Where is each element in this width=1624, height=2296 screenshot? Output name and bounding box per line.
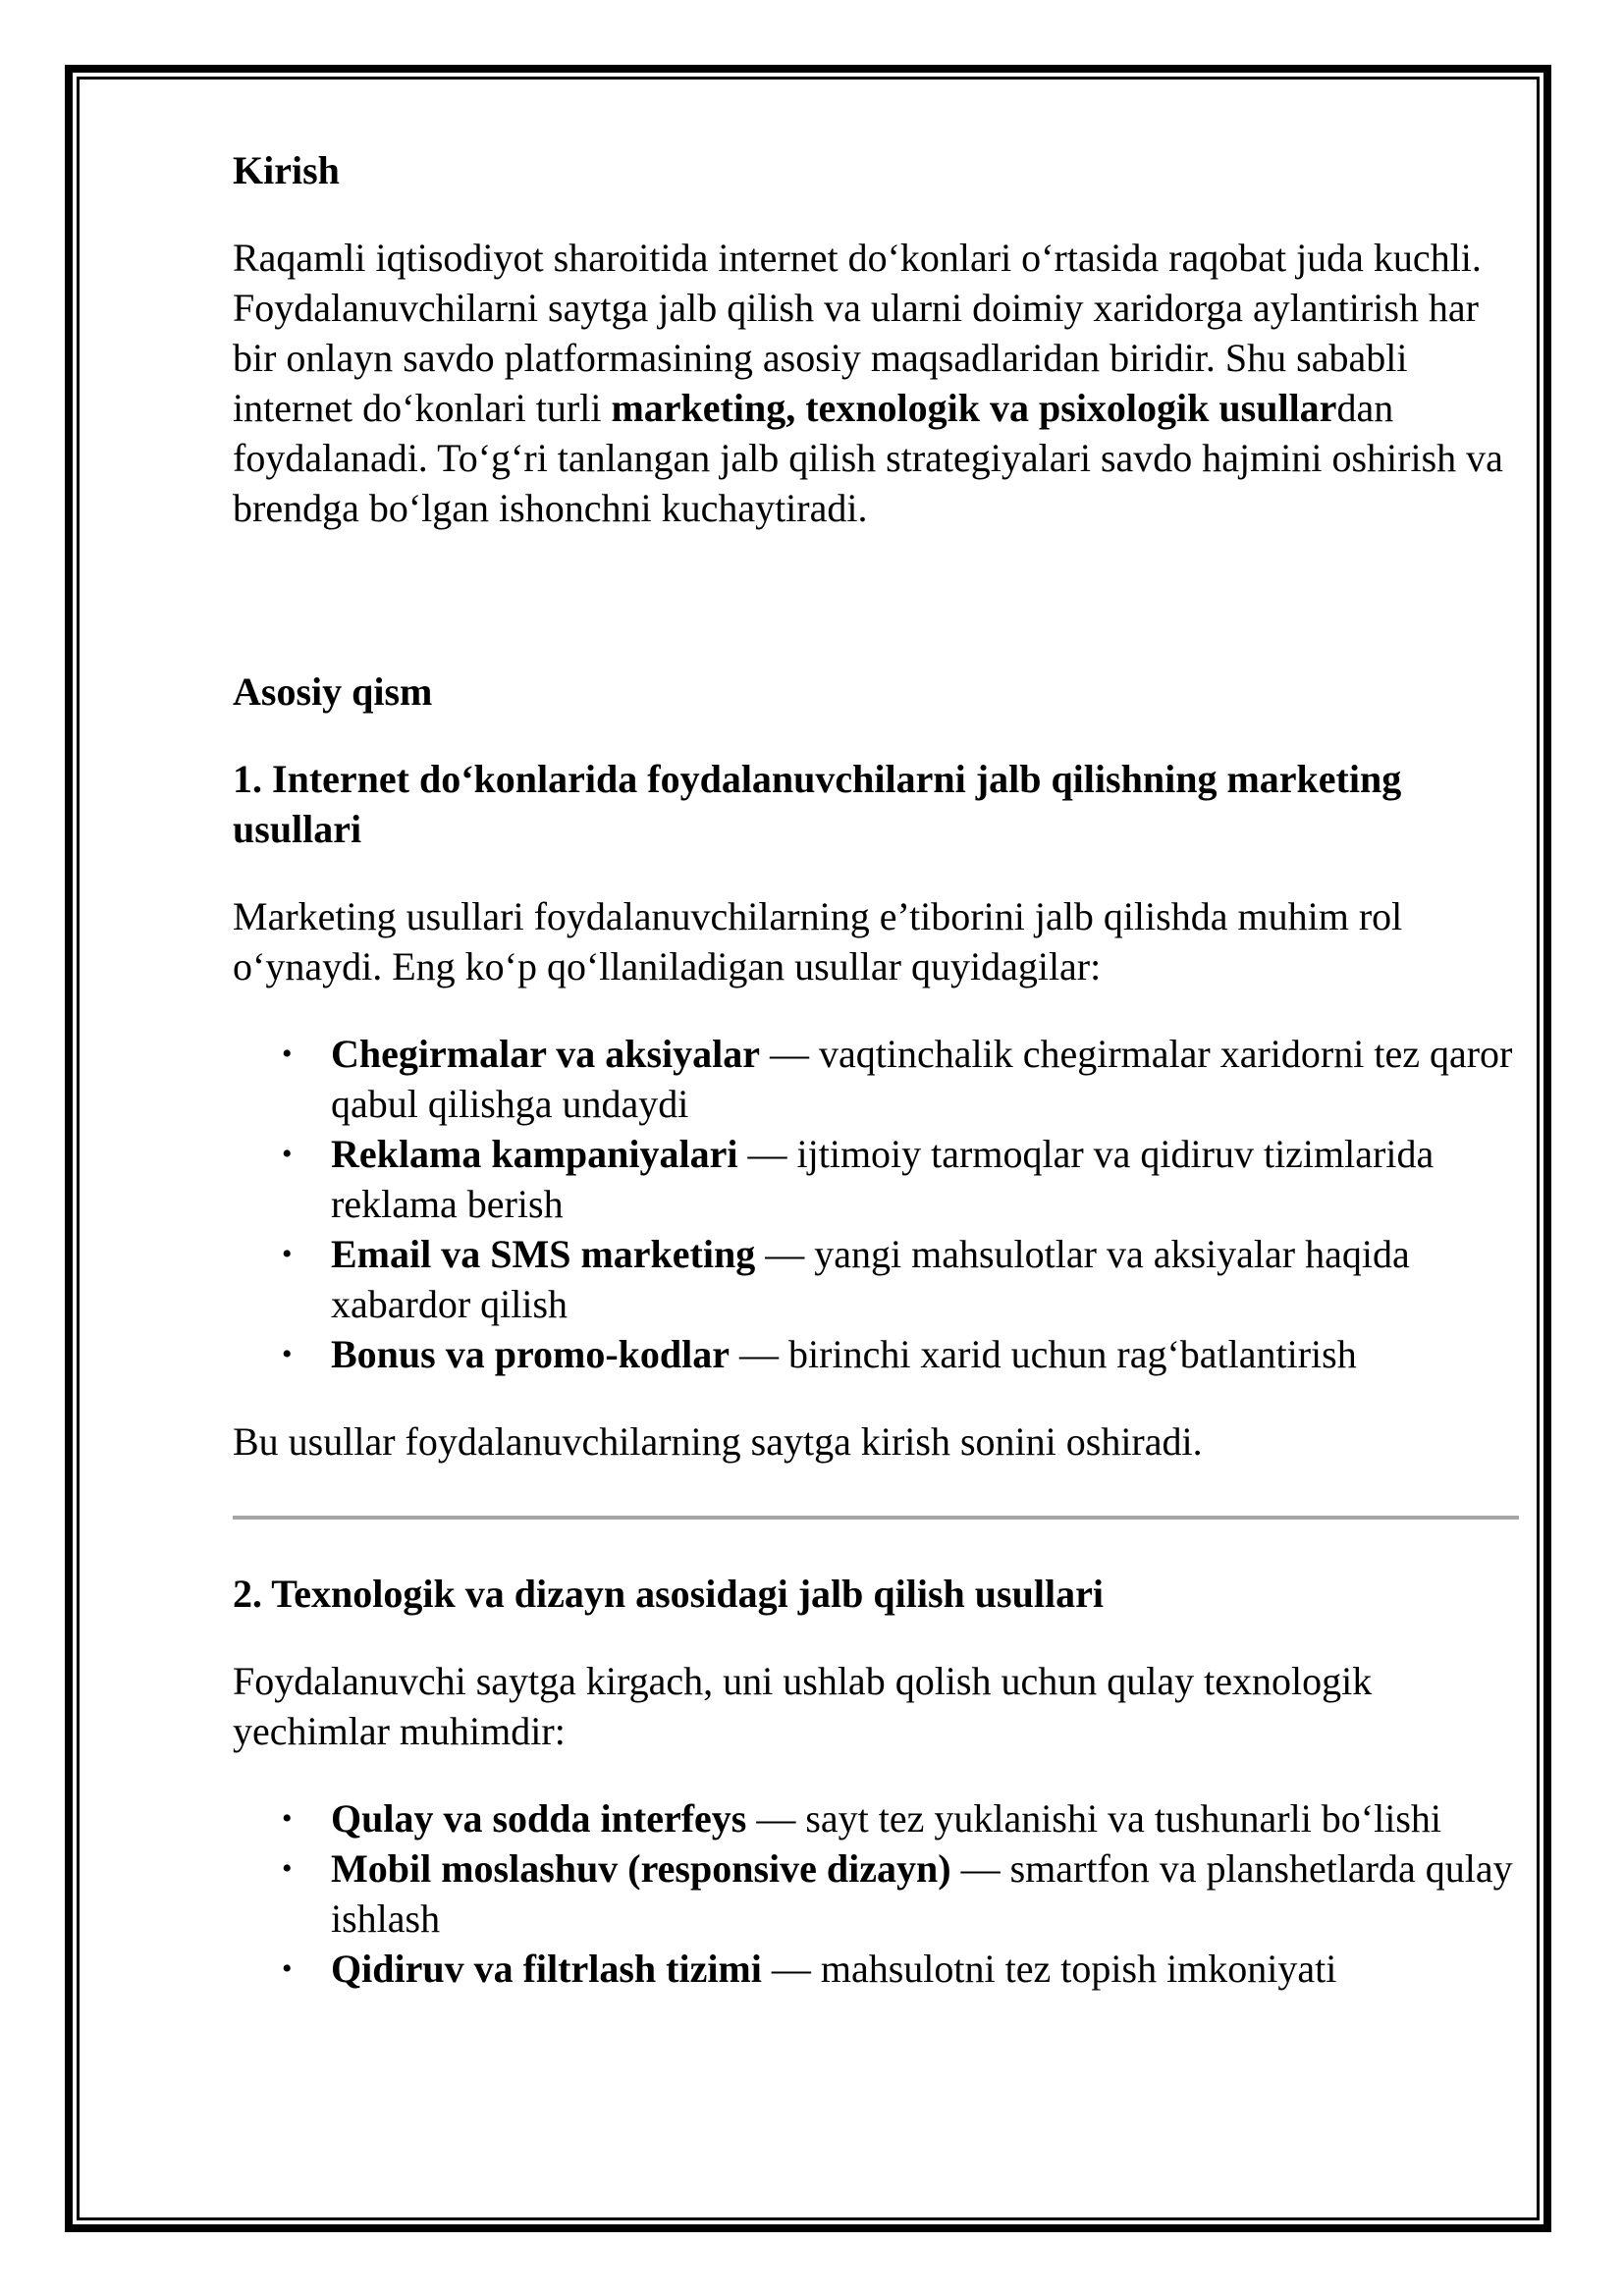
section1-heading: 1. Internet do‘konlarida foydalanuvchilarni jalb qilishning marketing usullari: [233, 757, 1402, 851]
bullet-icon: •: [282, 1802, 293, 1835]
list-item-term: Mobil moslashuv (responsive dizayn): [331, 1846, 951, 1891]
list-item: [282, 1029, 1529, 1129]
list-item-term: Email va SMS marketing: [331, 1232, 756, 1276]
list-item: [282, 1329, 1529, 1379]
list-item-term: Bonus va promo-kodlar: [331, 1332, 731, 1376]
bullet-icon: •: [282, 1338, 293, 1370]
list-item-term: Qulay va sodda interfeys: [331, 1796, 747, 1841]
intro-paragraph: [233, 233, 1529, 533]
intro-text-1: Raqamli iqtisodiyot sharoitida internet do‘konlari o‘rtasida raqobat juda kuchli. Foydalanuvchilarni saytga jalb qilish va ularni doimiy xaridorga aylantirish har bir onlayn savdo platformasining asosiy maqsadlaridan biridir. Shu sababli internet do‘konlari turli: [233, 236, 1482, 430]
intro-text-2: dan foydalanadi. To‘g‘ri tanlangan jalb qilish strategiyalari savdo hajmini oshirish va brendga bo‘lgan ishonchni kuchaytiradi.: [233, 386, 1503, 530]
list-item-term: Qidiruv va filtrlash tizimi: [331, 1947, 762, 1991]
intro-heading: Kirish: [233, 148, 340, 192]
list-item: [282, 1129, 1529, 1229]
list-item-desc: — smartfon va planshetlarda qulay ishlash: [331, 1846, 1513, 1941]
list-item-desc: — mahsulotni tez topish imkoniyati: [761, 1947, 1337, 1991]
list-item: [282, 1843, 1529, 1944]
section-divider: [233, 1516, 1519, 1520]
bullet-icon: •: [282, 1852, 293, 1885]
list-item: [282, 1944, 1529, 1994]
bullet-icon: •: [282, 1138, 293, 1170]
intro-text-bold: marketing, texnologik va psixologik usullar: [611, 386, 1337, 430]
list-item-desc: — sayt tez yuklanishi va tushunarli bo‘lishi: [746, 1796, 1442, 1841]
list-item-term: Chegirmalar va aksiyalar: [331, 1032, 761, 1076]
list-item-desc: — birinchi xarid uchun rag‘batlantirish: [730, 1332, 1357, 1376]
bullet-icon: •: [282, 1038, 293, 1070]
bullet-icon: •: [282, 1238, 293, 1270]
list-item-desc: — ijtimoiy tarmoqlar va qidiruv tizimlarida reklama berish: [331, 1132, 1435, 1226]
list-item-term: Reklama kampaniyalari: [331, 1132, 738, 1176]
section1-list: [233, 1029, 1529, 1379]
list-item: [282, 1793, 1529, 1843]
section2-intro: Foydalanuvchi saytga kirgach, uni ushlab qolish uchun qulay texnologik yechimlar muhimdir:: [233, 1659, 1373, 1753]
section1-intro: Marketing usullari foydalanuvchilarning e’tiborini jalb qilishda muhim rol o‘ynaydi. Eng ko‘p qo‘llaniladigan usullar quyidagilar:: [233, 894, 1403, 988]
section2-list: [233, 1793, 1529, 1994]
list-item: [282, 1229, 1529, 1329]
main-heading: Asosiy qism: [233, 669, 433, 714]
list-item-desc: — vaqtinchalik chegirmalar xaridorni tez qaror qabul qilishga undaydi: [331, 1032, 1513, 1126]
section2-heading: 2. Texnologik va dizayn asosidagi jalb qilish usullari: [233, 1572, 1104, 1616]
list-item-desc: — yangi mahsulotlar va aksiyalar haqida xabardor qilish: [331, 1232, 1410, 1326]
section1-conclusion: Bu usullar foydalanuvchilarning saytga kirish sonini oshiradi.: [233, 1419, 1203, 1464]
bullet-icon: •: [282, 1952, 293, 1985]
document-body: [233, 145, 1529, 2031]
